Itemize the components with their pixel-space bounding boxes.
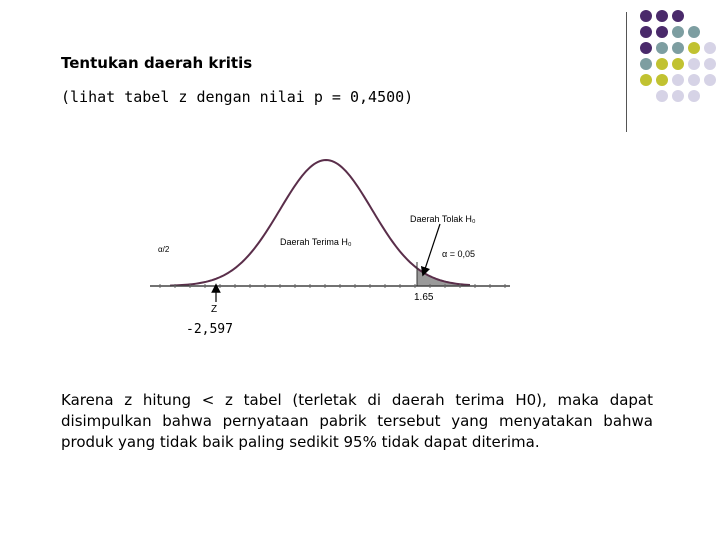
critical-value-label: 1.65 <box>414 292 434 303</box>
decorative-dot <box>640 74 652 86</box>
decorative-dot <box>640 58 652 70</box>
slide-title: Tentukan daerah kritis <box>61 54 253 72</box>
decorative-dot <box>656 74 668 86</box>
decorative-dot <box>688 90 700 102</box>
decorative-dot <box>640 42 652 54</box>
decorative-dot <box>672 26 684 38</box>
decorative-dot <box>656 58 668 70</box>
decorative-dot <box>688 26 700 38</box>
decorative-dot-grid <box>640 10 720 120</box>
decorative-dot <box>640 26 652 38</box>
reject-region-label: Daerah Tolak H₀ <box>410 214 476 224</box>
conclusion-text: Karena z hitung < z tabel (terletak di daerah terima H0), maka dapat disimpulkan bahwa pernyataan pabrik tersebut yang menyatakan bahwa produk yang tidak baik paling sedikit 95% tidak dapat diterima. <box>61 391 653 451</box>
decorative-dot <box>672 58 684 70</box>
slide-subtitle: (lihat tabel z dengan nilai p = 0,4500) <box>61 88 414 106</box>
decorative-dot <box>672 74 684 86</box>
decorative-dot <box>688 42 700 54</box>
decorative-dot <box>704 42 716 54</box>
alpha-half-label: α/2 <box>158 245 170 254</box>
alpha-label: α = 0,05 <box>442 249 475 259</box>
z-value: -2,597 <box>186 322 233 337</box>
reject-arrow <box>424 224 440 272</box>
z-label: Z <box>211 304 218 315</box>
normal-distribution-diagram <box>140 150 520 320</box>
decorative-dot <box>656 26 668 38</box>
accept-region-label: Daerah Terima H₀ <box>280 237 352 247</box>
decorative-dot <box>656 42 668 54</box>
decorative-dot <box>640 10 652 22</box>
decorative-dot <box>704 58 716 70</box>
decorative-dot <box>672 90 684 102</box>
decorative-dot <box>688 58 700 70</box>
decorative-dot <box>688 74 700 86</box>
decorative-divider <box>626 12 627 132</box>
decorative-dot <box>672 10 684 22</box>
decorative-dot <box>656 10 668 22</box>
decorative-dot <box>656 90 668 102</box>
decorative-dot <box>704 74 716 86</box>
decorative-dot <box>672 42 684 54</box>
